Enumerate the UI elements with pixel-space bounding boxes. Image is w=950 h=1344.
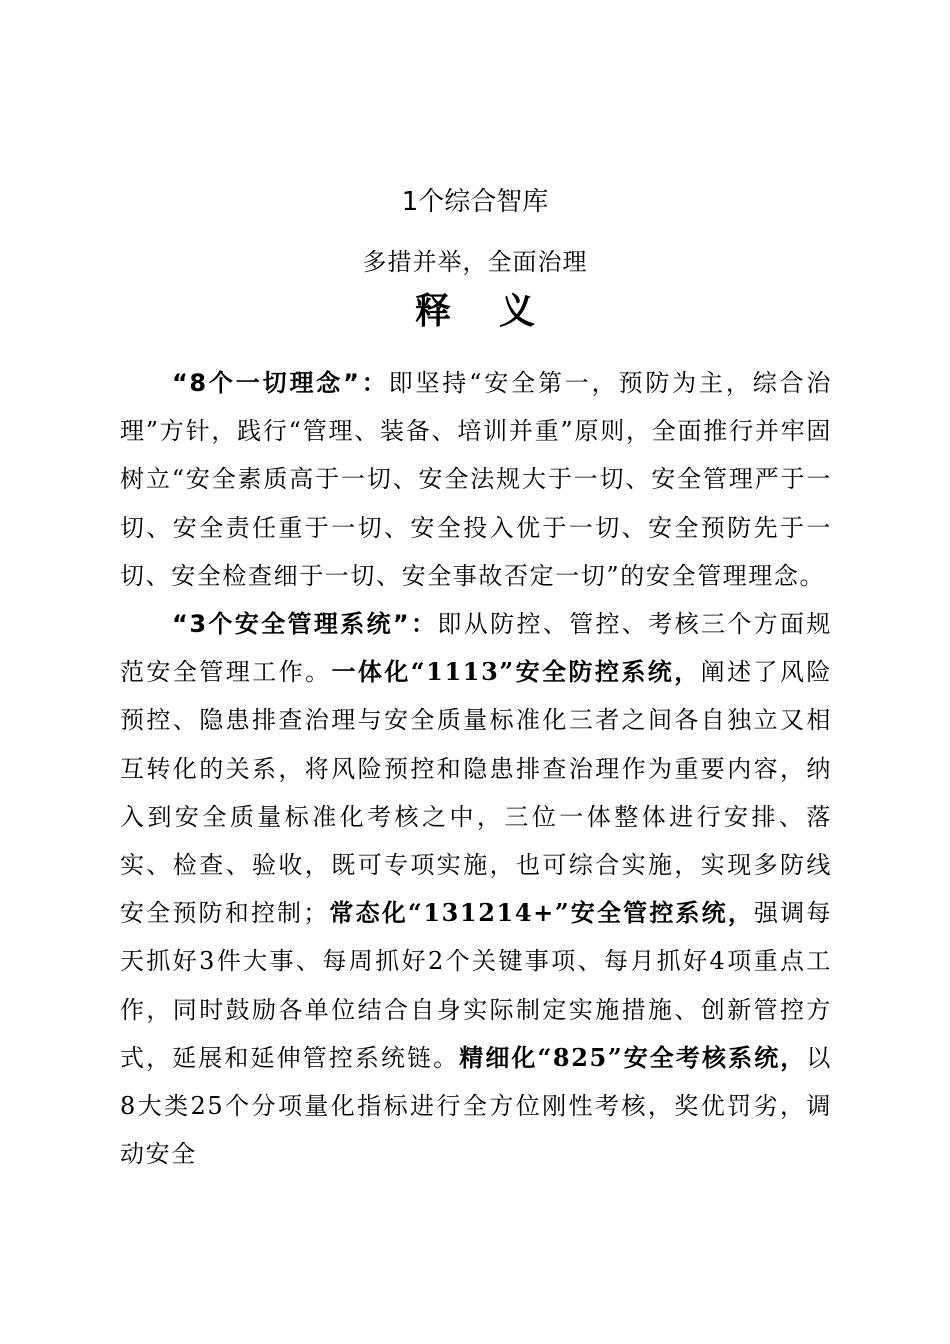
- emphasis-prevention-system: 一体化“1113”安全防控系统，: [331, 657, 701, 687]
- paragraph-text: 以8大类25个分项量化指标进行全方位刚性考核，奖优罚劣，调动安全: [120, 1043, 832, 1169]
- paragraph-three-systems: [120, 600, 832, 1178]
- document-heading: 1个综合智库: [401, 187, 549, 217]
- emphasis-control-system: 常态化“131214+”安全管控系统，: [328, 898, 755, 928]
- paragraph-text: 阐述了风险预控、隐患排查治理与安全质量标准化三者之间各自独立又相互转化的关系，将风险预控和隐患排查治理作为重要内容，纳入到安全质量标准化考核之中，三位一体整体进行安排、落实、检查、验收，既可专项实施，也可综合实施，实现多防线安全预防和控制；: [120, 658, 832, 928]
- term-three-systems: “3个安全管理系统”：: [172, 610, 438, 639]
- paragraph-text: 即坚持“安全第一，预防为主，综合治理”方针，践行“管理、装备、培训并重”原则，全面推行并牢固树立“安全素质高于一切、安全法规大于一切、安全管理严于一切、安全责任重于一切、安全投入优于一切、安全预防先于一切、安全检查细于一切、安全事故否定一切”的安全管理理念。: [120, 369, 832, 590]
- body-text: [120, 359, 832, 1178]
- emphasis-assessment-system: 精细化“825”安全考核系统，: [459, 1042, 807, 1072]
- paragraph-eight-concepts: [120, 359, 832, 600]
- section-title: 释义: [414, 291, 583, 332]
- paragraph-text: 强调每天抓好3件大事、每周抓好2个关键事项、每月抓好4项重点工作，同时鼓励各单位结合自身实际制定实施措施、创新管控方式，延展和延伸管控系统链。: [120, 899, 832, 1072]
- term-eight-concepts: “8个一切理念”：: [172, 369, 389, 397]
- document-subheading: 多措并举，全面治理: [362, 248, 588, 276]
- paragraph-text: 即从防控、管控、考核三个方面规范安全管理工作。: [120, 610, 832, 687]
